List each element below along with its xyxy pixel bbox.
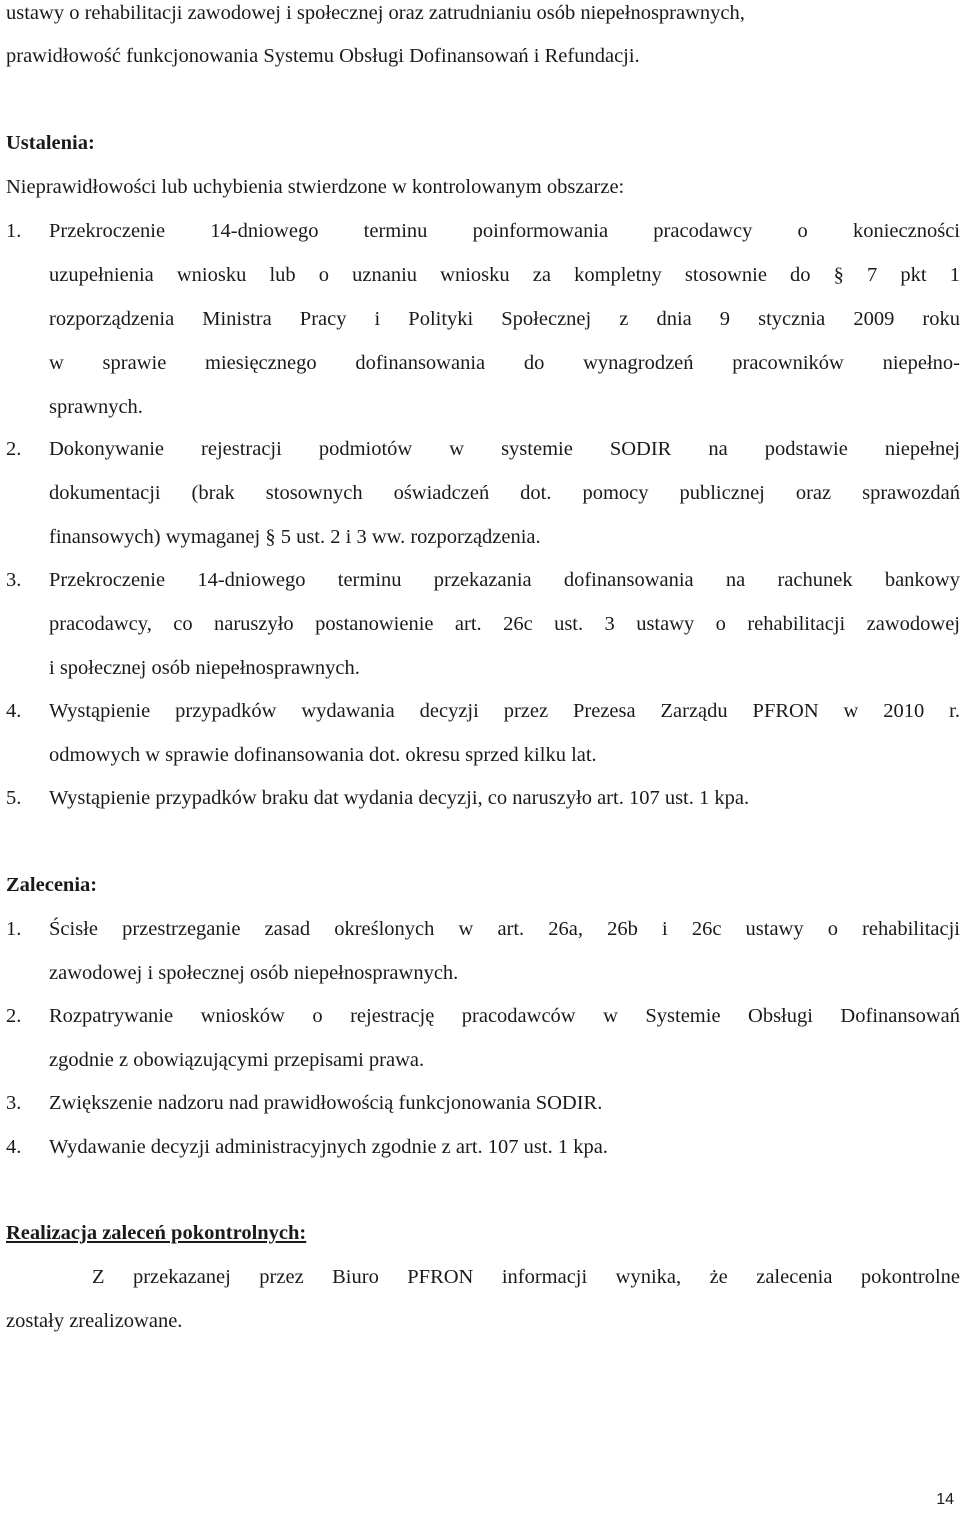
- finding-item-line: dokumentacji (brak stosownych oświadczeń dot. pomocy publicznej oraz sprawozdań: [49, 482, 960, 504]
- finding-item-line: i społecznej osób niepełnosprawnych.: [49, 657, 360, 679]
- implementation-paragraph: [6, 1264, 960, 1352]
- finding-item-number: 4.: [6, 700, 22, 722]
- intro-line-1: ustawy o rehabilitacji zawodowej i społecznej oraz zatrudnianiu osób niepełnosprawnych,: [6, 2, 745, 24]
- recommendation-item-line: Zwiększenie nadzoru nad prawidłowością funkcjonowania SODIR.: [49, 1092, 603, 1114]
- finding-item-number: 3.: [6, 569, 22, 591]
- recommendation-item-line: Ścisłe przestrzeganie zasad określonych w art. 26a, 26b i 26c ustawy o rehabilitacji: [49, 918, 960, 940]
- recommendation-item-line: Wydawanie decyzji administracyjnych zgodnie z art. 107 ust. 1 kpa.: [49, 1136, 608, 1158]
- recommendation-item-line: zgodnie z obowiązującymi przepisami prawa.: [49, 1049, 425, 1071]
- finding-item-line: pracodawcy, co naruszyło postanowienie art. 26c ust. 3 ustawy o rehabilitacji zawodowej: [49, 613, 960, 635]
- finding-item-number: 2.: [6, 438, 22, 460]
- intro-line-2: prawidłowość funkcjonowania Systemu Obsługi Dofinansowań i Refundacji.: [6, 45, 640, 67]
- recommendation-item-line: zawodowej i społecznej osób niepełnosprawnych.: [49, 962, 459, 984]
- recommendation-item-line: Rozpatrywanie wniosków o rejestrację pracodawców w Systemie Obsługi Dofinansowań: [49, 1005, 960, 1027]
- implementation-heading: Realizacja zaleceń pokontrolnych:: [6, 1222, 307, 1244]
- finding-item-line: Wystąpienie przypadków braku dat wydania decyzji, co naruszyło art. 107 ust. 1 kpa.: [49, 787, 750, 809]
- finding-item-line: Wystąpienie przypadków wydawania decyzji przez Prezesa Zarządu PFRON w 2010 r.: [49, 700, 960, 722]
- recommendation-item-number: 4.: [6, 1136, 22, 1158]
- finding-item-text: [49, 698, 960, 786]
- recommendation-item-number: 2.: [6, 1005, 22, 1027]
- finding-item-text: [49, 436, 960, 568]
- finding-item-line: sprawnych.: [49, 396, 143, 418]
- finding-item-text: [49, 567, 960, 699]
- recommendations-heading: Zalecenia:: [6, 874, 98, 896]
- page-number: 14: [936, 1491, 954, 1508]
- recommendation-item-text: [49, 1134, 960, 1178]
- recommendation-item-number: 3.: [6, 1092, 22, 1114]
- recommendation-item-text: [49, 1090, 960, 1134]
- finding-item-line: w sprawie miesięcznego dofinansowania do wynagrodzeń pracowników niepełno-: [49, 352, 960, 374]
- finding-item-text: [49, 218, 960, 438]
- finding-item-line: finansowych) wymaganej § 5 ust. 2 i 3 ww. rozporządzenia.: [49, 526, 541, 548]
- findings-heading: Ustalenia:: [6, 132, 95, 154]
- recommendation-item-text: [49, 1003, 960, 1091]
- finding-item-line: rozporządzenia Ministra Pracy i Polityki Społecznej z dnia 9 stycznia 2009 roku: [49, 308, 960, 330]
- finding-item-line: Przekroczenie 14-dniowego terminu poinformowania pracodawcy o konieczności: [49, 220, 960, 242]
- finding-item-line: uzupełnienia wniosku lub o uznaniu wniosku za kompletny stosownie do § 7 pkt 1: [49, 264, 960, 286]
- finding-item-text: [49, 785, 960, 829]
- recommendation-item-number: 1.: [6, 918, 22, 940]
- findings-subheading: Nieprawidłowości lub uchybienia stwierdzone w kontrolowanym obszarze:: [6, 176, 625, 198]
- implementation-line-1: Z przekazanej przez Biuro PFRON informacji wynika, że zalecenia pokontrolne: [92, 1266, 960, 1288]
- finding-item-line: Dokonywanie rejestracji podmiotów w systemie SODIR na podstawie niepełnej: [49, 438, 960, 460]
- implementation-line-2: zostały zrealizowane.: [6, 1310, 183, 1332]
- recommendation-item-text: [49, 916, 960, 1004]
- finding-item-line: odmowych w sprawie dofinansowania dot. okresu sprzed kilku lat.: [49, 744, 597, 766]
- finding-item-line: Przekroczenie 14-dniowego terminu przekazania dofinansowania na rachunek bankowy: [49, 569, 960, 591]
- finding-item-number: 1.: [6, 220, 22, 242]
- finding-item-number: 5.: [6, 787, 22, 809]
